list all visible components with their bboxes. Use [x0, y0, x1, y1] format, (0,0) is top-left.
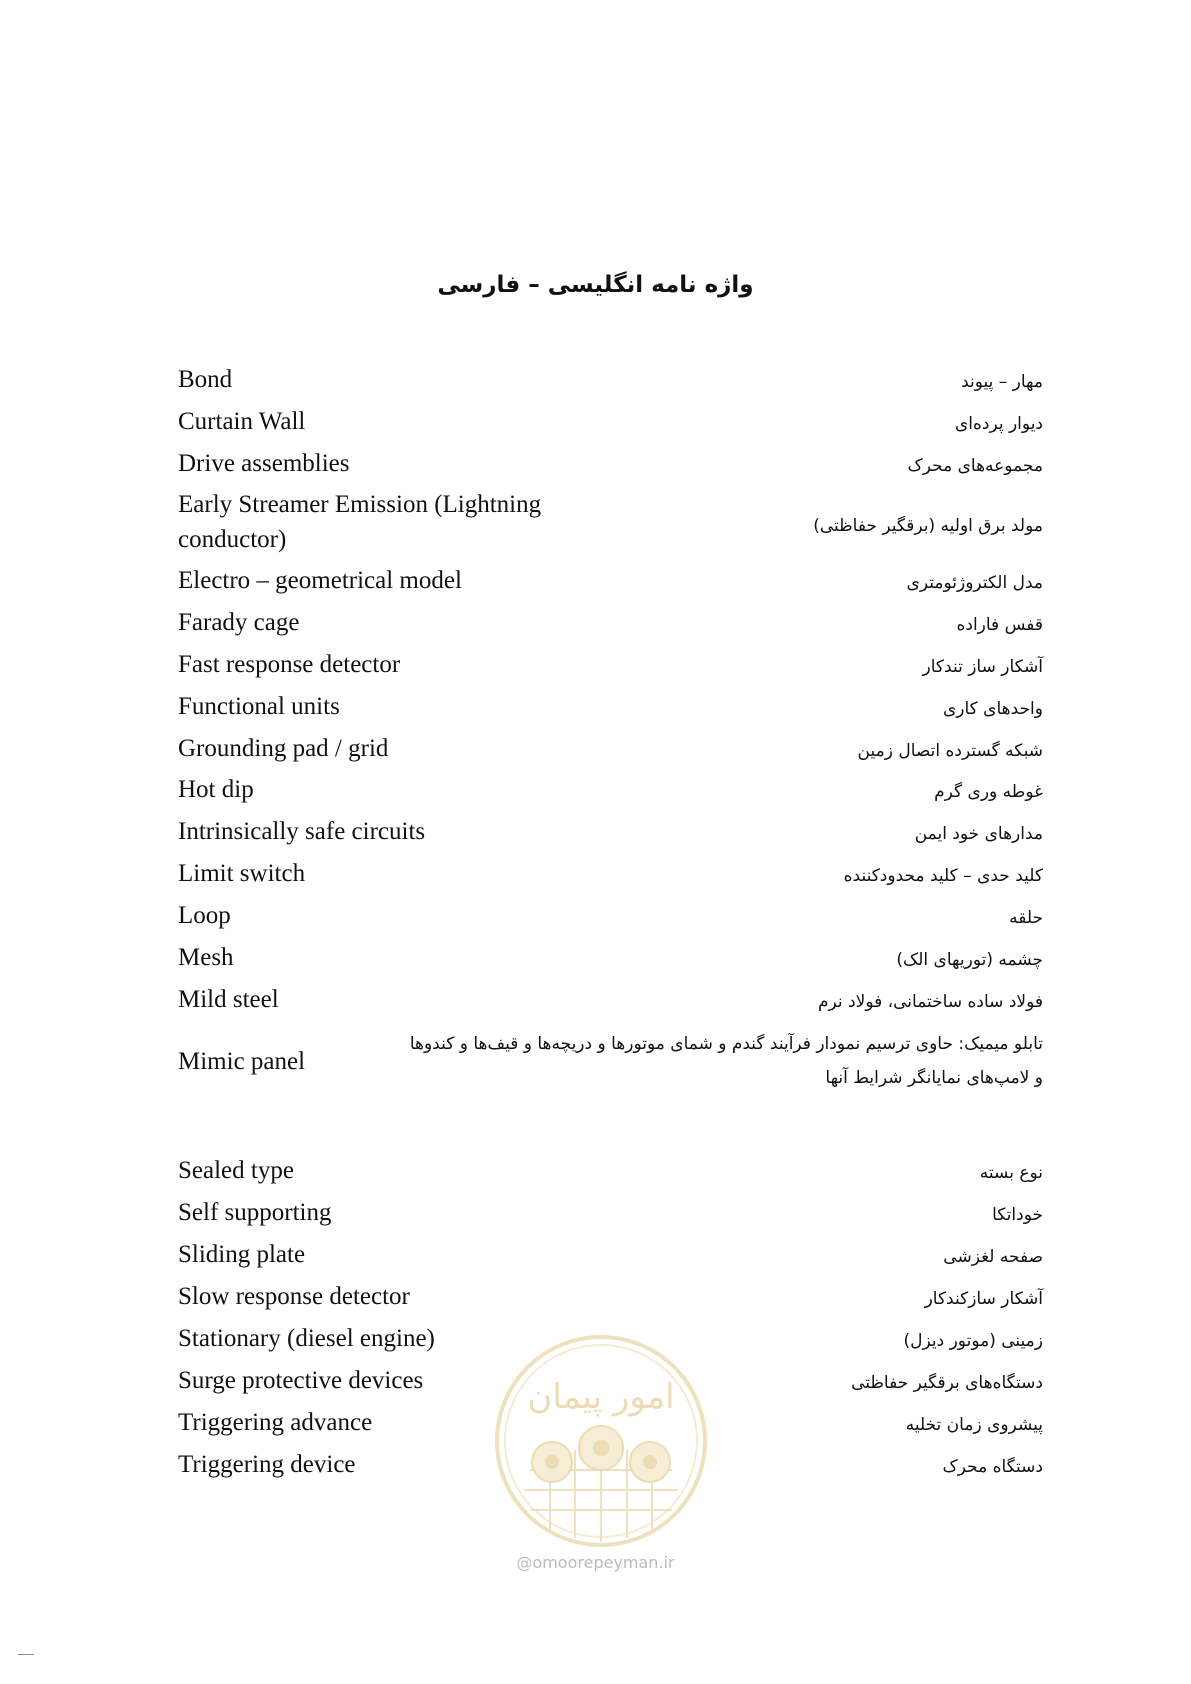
term-fa: حلقه: [1009, 908, 1043, 928]
term-en: Grounding pad / grid: [178, 735, 389, 762]
term-fa: غوطه وری گرم: [934, 782, 1043, 802]
term-en: Curtain Wall: [178, 408, 306, 435]
term-en: Sliding plate: [178, 1241, 306, 1268]
term-en: Limit switch: [178, 860, 306, 887]
watermark-logo-icon: [490, 1330, 712, 1552]
term-en: Mimic panel: [178, 1048, 306, 1075]
term-fa: دیوار پرده‌ای: [954, 414, 1043, 434]
term-en: Triggering advance: [178, 1409, 373, 1436]
term-en: Surge protective devices: [178, 1367, 424, 1394]
page-title: واژه نامه انگلیسی – فارسی: [437, 272, 754, 298]
term-fa: دستگاه‌های برقگیر حفاظتی: [851, 1373, 1043, 1393]
term-fa: مدارهای خود ایمن: [914, 824, 1043, 844]
term-fa: مجموعه‌های محرک: [907, 456, 1043, 476]
term-en: Stationary (diesel engine): [178, 1325, 435, 1352]
term-fa: واحدهای کاری: [942, 699, 1043, 719]
term-en: Fast response detector: [178, 651, 401, 678]
term-en: Intrinsically safe circuits: [178, 818, 426, 845]
term-en: Bond: [178, 366, 233, 393]
term-fa: مولد برق اولیه (برقگیر حفاظتی): [813, 516, 1043, 536]
term-en: Loop: [178, 902, 231, 929]
term-fa: زمینی (موتور دیزل): [903, 1331, 1043, 1351]
term-fa: خوداتکا: [992, 1205, 1043, 1225]
term-fa: پیشروی زمان تخلیه: [905, 1415, 1043, 1435]
term-en: Hot dip: [178, 776, 254, 803]
term-fa: آشکار ساز تندکار: [922, 657, 1043, 677]
term-en-continued: conductor): [178, 526, 287, 553]
watermark-site: @omoorepeyman.ir: [516, 1553, 675, 1572]
term-en: Functional units: [178, 693, 340, 720]
term-en: Slow response detector: [178, 1283, 410, 1310]
term-en: Mild steel: [178, 986, 279, 1013]
term-fa: چشمه (توریهای الک): [896, 950, 1043, 970]
term-fa: کلید حدی – کلید محدودکننده: [843, 866, 1043, 886]
page-mark: [18, 1654, 34, 1655]
term-fa: مدل الکتروژئومتری: [906, 573, 1043, 593]
term-en: Farady cage: [178, 609, 300, 636]
term-fa: صفحه لغزشی: [943, 1247, 1043, 1267]
term-en: Drive assemblies: [178, 450, 350, 477]
term-fa: قفس فاراده: [956, 615, 1043, 635]
term-fa: نوع بسته: [979, 1163, 1043, 1183]
watermark-logo-text: امور پیمان: [527, 1377, 675, 1417]
term-en: Sealed type: [178, 1157, 294, 1184]
term-fa: مهار – پیوند: [961, 372, 1043, 392]
term-en: Electro – geometrical model: [178, 567, 462, 594]
term-fa: آشکار سازکندکار: [924, 1289, 1043, 1309]
term-en: Self supporting: [178, 1199, 332, 1226]
term-en: Early Streamer Emission (Lightning: [178, 491, 542, 518]
term-fa: شبکه گسترده اتصال زمین: [857, 741, 1043, 761]
term-fa-continued: و لامپ‌های نمایانگر شرایط آنها: [825, 1068, 1043, 1088]
term-fa: فولاد ساده ساختمانی، فولاد نرم: [818, 992, 1043, 1012]
term-fa: تابلو میمیک: حاوی ترسیم نمودار فرآیند گندم و شمای موتورها و دریچه‌ها و قیف‌ها و کندوها: [409, 1034, 1043, 1054]
term-en: Triggering device: [178, 1451, 356, 1478]
term-fa: دستگاه محرک: [942, 1457, 1043, 1477]
term-en: Mesh: [178, 944, 234, 971]
